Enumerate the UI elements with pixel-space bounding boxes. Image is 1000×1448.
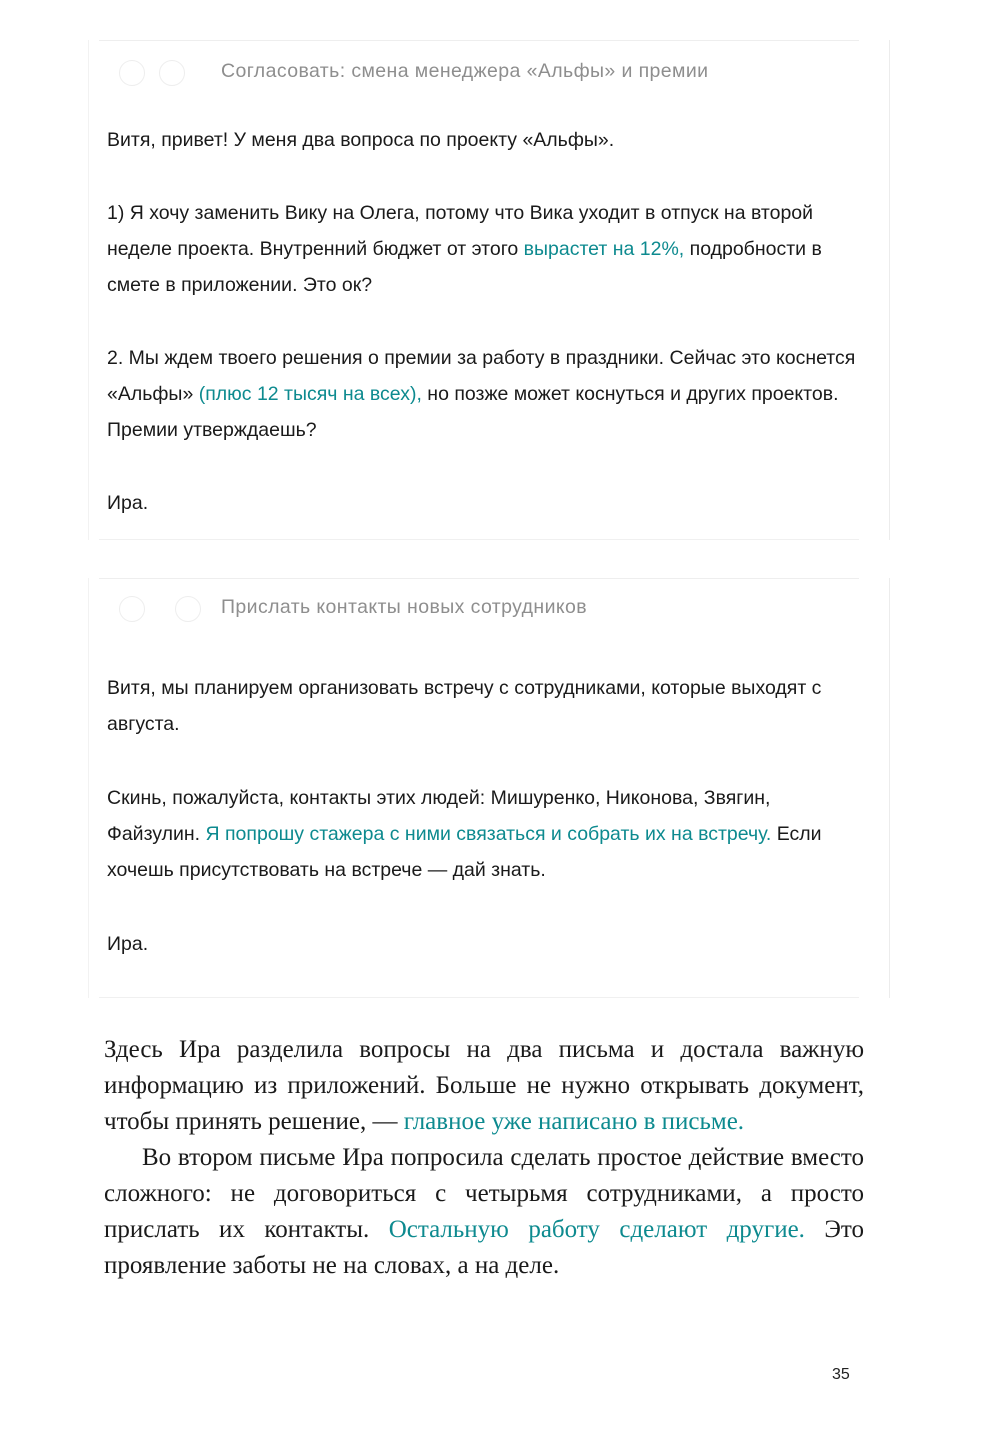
email-item-2: [107, 340, 867, 448]
highlighted-text: (плюс 12 тысяч на всех),: [198, 383, 422, 405]
commentary: [104, 1032, 864, 1284]
email-top-divider: [99, 40, 859, 41]
text-run: Скинь, пожалуйста, контакты этих людей: Мишуренко, Никонова, Звягин, Файзулин.: [107, 787, 771, 845]
email-signature: Ира.: [107, 933, 149, 955]
email-subject-row: [89, 54, 889, 98]
text-run: но позже может коснуться и других проектов. Премии утверждаешь?: [107, 383, 839, 441]
highlighted-text: вырастет на 12%,: [523, 238, 685, 260]
email-intro: Витя, мы планируем организовать встречу с сотрудниками, которые выходят с августа.: [107, 677, 822, 735]
email-top-divider: [99, 578, 859, 579]
text-run: 1) Я хочу заменить Вику на Олега, потому что Вика уходит в отпуск на второй неделе проекта. Внутренний бюджет от этого: [107, 202, 814, 260]
faint-circle-icon: [175, 596, 201, 622]
email-item-1: [107, 195, 867, 303]
highlighted-text: Остальную работу сделают другие.: [388, 1216, 805, 1243]
email-bottom-divider: [99, 539, 859, 540]
email-bottom-divider: [99, 997, 859, 998]
email-example-2: [88, 578, 890, 998]
email-request: [107, 780, 867, 888]
email-subject: Согласовать: смена менеджера «Альфы» и премии: [221, 60, 709, 82]
email-body: [107, 122, 867, 521]
faint-circle-icon: [159, 60, 185, 86]
page-number: 35: [832, 1366, 850, 1383]
text-run: Это проявление заботы не на словах, а на деле.: [104, 1216, 864, 1279]
highlighted-text: Я попрошу стажера с ними связаться и собрать их на встречу.: [205, 823, 772, 845]
faint-circle-icon: [119, 60, 145, 86]
commentary-paragraph-2: [104, 1140, 864, 1284]
email-example-1: [88, 40, 890, 540]
highlighted-text: главное уже написано в письме.: [403, 1108, 745, 1135]
text-run: 2. Мы ждем твоего решения о премии за работу в праздники. Сейчас это коснется «Альфы»: [107, 347, 856, 405]
text-run: Во втором письме Ира попросила сделать простое действие вместо сложного: не договориться с четырьмя сотрудниками, а просто прислать их контакты.: [104, 1144, 864, 1243]
text-run: Здесь Ира разделила вопросы на два письма и достала важную информацию из приложений. Больше не нужно открывать документ, чтобы принять решение, —: [104, 1036, 864, 1135]
email-greeting: Витя, привет! У меня два вопроса по проекту «Альфы».: [107, 129, 615, 151]
commentary-paragraph-1: [104, 1032, 864, 1140]
email-signature: Ира.: [107, 492, 149, 514]
text-run: Если хочешь присутствовать на встрече — дай знать.: [107, 823, 822, 881]
email-subject-row: [89, 590, 889, 634]
email-body: [107, 670, 867, 962]
text-run: подробности в смете в приложении. Это ок?: [107, 238, 822, 296]
email-subject: Прислать контакты новых сотрудников: [221, 596, 588, 618]
faint-circle-icon: [119, 596, 145, 622]
